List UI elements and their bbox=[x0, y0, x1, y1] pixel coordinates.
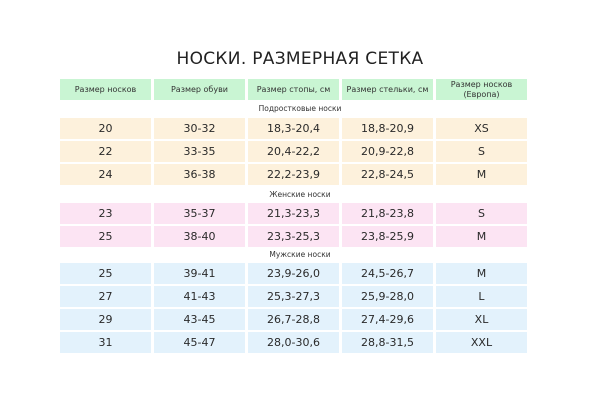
cell: 21,3-23,3 bbox=[248, 203, 339, 224]
cell: 41-43 bbox=[154, 286, 245, 307]
cell: 18,3-20,4 bbox=[248, 118, 339, 139]
cell: M bbox=[436, 226, 527, 247]
section-label-men: Мужские носки bbox=[269, 250, 331, 259]
header-cell-foot-size: Размер стопы, см bbox=[248, 79, 339, 100]
cell: 24,5-26,7 bbox=[342, 263, 433, 284]
section-label-teen: Подростковые носки bbox=[258, 104, 342, 113]
cell: 39-41 bbox=[154, 263, 245, 284]
cell: XS bbox=[436, 118, 527, 139]
cell: 27 bbox=[60, 286, 151, 307]
cell: 30-32 bbox=[154, 118, 245, 139]
header-cell-sock-size: Размер носков bbox=[60, 79, 151, 100]
cell: 24 bbox=[60, 164, 151, 185]
cell: 25 bbox=[60, 263, 151, 284]
cell: S bbox=[436, 203, 527, 224]
cell: 25,9-28,0 bbox=[342, 286, 433, 307]
cell: M bbox=[436, 263, 527, 284]
cell: 23,8-25,9 bbox=[342, 226, 433, 247]
cell: 43-45 bbox=[154, 309, 245, 330]
cell: 23 bbox=[60, 203, 151, 224]
cell: 26,7-28,8 bbox=[248, 309, 339, 330]
cell: 23,9-26,0 bbox=[248, 263, 339, 284]
cell: 22,8-24,5 bbox=[342, 164, 433, 185]
cell: 20 bbox=[60, 118, 151, 139]
cell: XXL bbox=[436, 332, 527, 353]
cell: 23,3-25,3 bbox=[248, 226, 339, 247]
header-cell-insole-size: Размер стельки, см bbox=[342, 79, 433, 100]
page-title: НОСКИ. РАЗМЕРНАЯ СЕТКА bbox=[176, 49, 424, 69]
header-cell-eu-size: Размер носков (Европа) bbox=[436, 79, 527, 100]
cell: 28,0-30,6 bbox=[248, 332, 339, 353]
cell: 18,8-20,9 bbox=[342, 118, 433, 139]
cell: 31 bbox=[60, 332, 151, 353]
cell: 22 bbox=[60, 141, 151, 162]
cell: S bbox=[436, 141, 527, 162]
cell: M bbox=[436, 164, 527, 185]
header-cell-shoe-size: Размер обуви bbox=[154, 79, 245, 100]
cell: XL bbox=[436, 309, 527, 330]
cell: 29 bbox=[60, 309, 151, 330]
cell: 22,2-23,9 bbox=[248, 164, 339, 185]
cell: 21,8-23,8 bbox=[342, 203, 433, 224]
cell: 27,4-29,6 bbox=[342, 309, 433, 330]
cell: 20,4-22,2 bbox=[248, 141, 339, 162]
cell: 35-37 bbox=[154, 203, 245, 224]
cell: 45-47 bbox=[154, 332, 245, 353]
cell: 28,8-31,5 bbox=[342, 332, 433, 353]
cell: 20,9-22,8 bbox=[342, 141, 433, 162]
cell: 25,3-27,3 bbox=[248, 286, 339, 307]
cell: L bbox=[436, 286, 527, 307]
cell: 33-35 bbox=[154, 141, 245, 162]
cell: 38-40 bbox=[154, 226, 245, 247]
cell: 25 bbox=[60, 226, 151, 247]
cell: 36-38 bbox=[154, 164, 245, 185]
section-label-women: Женские носки bbox=[269, 190, 331, 199]
